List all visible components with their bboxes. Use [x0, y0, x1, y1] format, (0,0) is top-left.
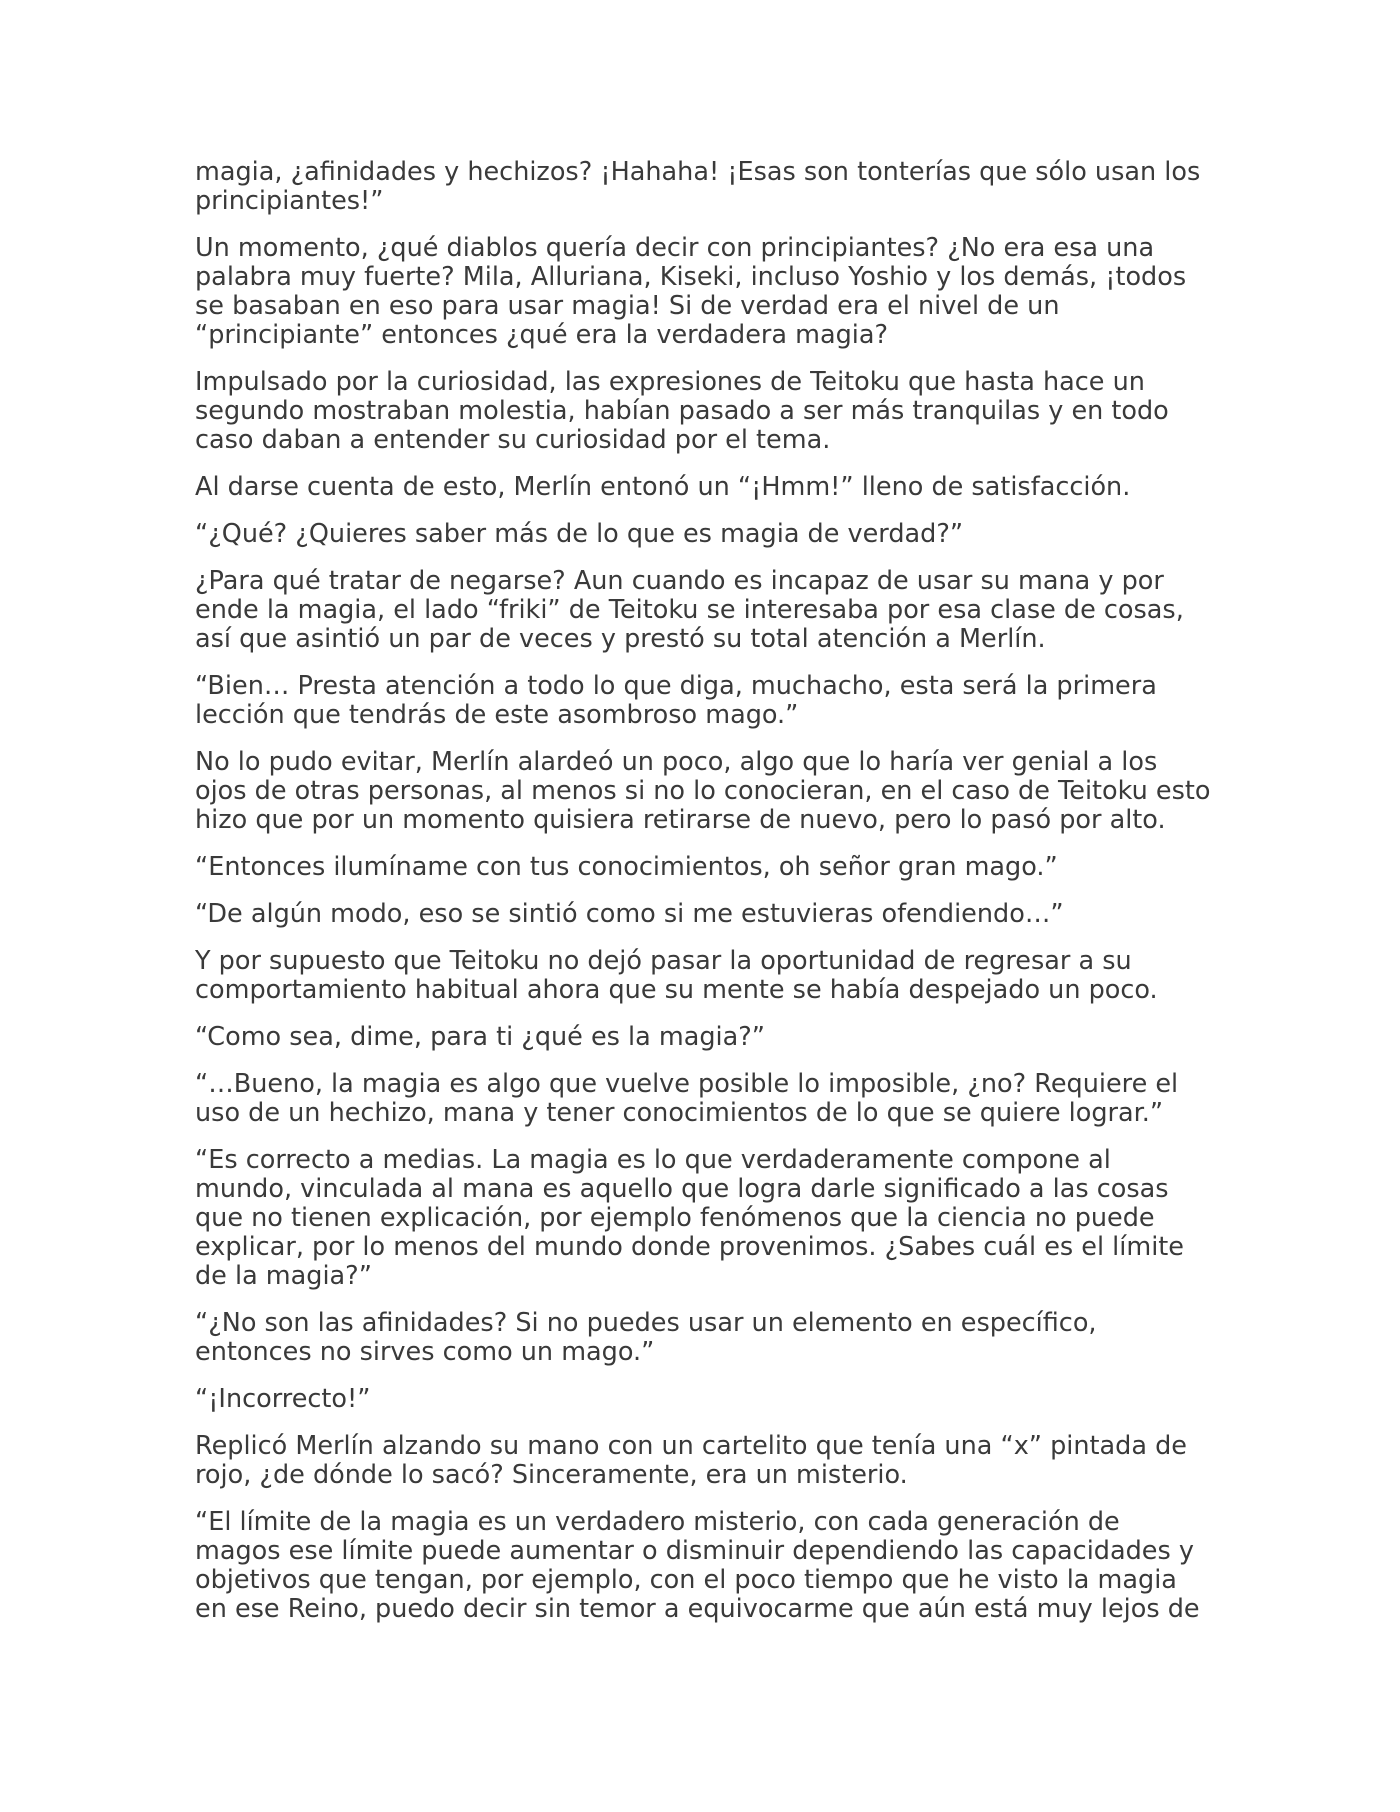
paragraph: Y por supuesto que Teitoku no dejó pasar la oportunidad de regresar a su comportamiento habitual ahora que su mente se había despejado un poco.	[195, 946, 1158, 1005]
paragraph: “¿No son las afinidades? Si no puedes usar un elemento en específico, entonces no sirves como un mago.”	[195, 1308, 1097, 1367]
paragraph: “Bien… Presta atención a todo lo que diga, muchacho, esta será la primera lección que tendrás de este asombroso mago.”	[195, 671, 1157, 730]
paragraph: “El límite de la magia es un verdadero misterio, con cada generación de magos ese límite puede aumentar o disminuir dependiendo las capacidades y objetivos que tengan, por ejemplo, con el poco tiempo que he visto la magia en ese Reino, puedo decir sin temor a equivocarme que aún está muy lejos de	[195, 1507, 1200, 1624]
paragraph: Un momento, ¿qué diablos quería decir con principiantes? ¿No era esa una palabra muy fuerte? Mila, Alluriana, Kiseki, incluso Yoshio y los demás, ¡todos se basaban en eso para usar magia! Si de verdad era el nivel de un “principiante” entonces ¿qué era la verdadera magia?	[195, 233, 1187, 350]
paragraph: “¡Incorrecto!”	[195, 1384, 371, 1414]
paragraph: Replicó Merlín alzando su mano con un cartelito que tenía una “x” pintada de rojo, ¿de dónde lo sacó? Sinceramente, era un misterio.	[195, 1431, 1187, 1490]
paragraph: Al darse cuenta de esto, Merlín entonó un “¡Hmm!” lleno de satisfacción.	[195, 472, 1131, 502]
body-text	[195, 158, 1213, 1642]
paragraph: “De algún modo, eso se sintió como si me estuvieras ofendiendo…”	[195, 899, 1064, 929]
paragraph: Impulsado por la curiosidad, las expresiones de Teitoku que hasta hace un segundo mostraban molestia, habían pasado a ser más tranquilas y en todo caso daban a entender su curiosidad por el tema.	[195, 367, 1169, 455]
paragraph: magia, ¿afinidades y hechizos? ¡Hahaha! ¡Esas son tonterías que sólo usan los principiantes!”	[195, 157, 1201, 216]
paragraph: ¿Para qué tratar de negarse? Aun cuando es incapaz de usar su mana y por ende la magia, el lado “friki” de Teitoku se interesaba por esa clase de cosas, así que asintió un par de veces y prestó su total atención a Merlín.	[195, 566, 1184, 654]
paragraph: No lo pudo evitar, Merlín alardeó un poco, algo que lo haría ver genial a los ojos de otras personas, al menos si no lo conocieran, en el caso de Teitoku esto hizo que por un momento quisiera retirarse de nuevo, pero lo pasó por alto.	[195, 747, 1211, 835]
paragraph: “Entonces ilumíname con tus conocimientos, oh señor gran mago.”	[195, 852, 1058, 882]
paragraph: “Como sea, dime, para ti ¿qué es la magia?”	[195, 1022, 765, 1052]
paragraph: “…Bueno, la magia es algo que vuelve posible lo imposible, ¿no? Requiere el uso de un hechizo, mana y tener conocimientos de lo que se quiere lograr.”	[195, 1069, 1179, 1128]
paragraph: “Es correcto a medias. La magia es lo que verdaderamente compone al mundo, vinculada al mana es aquello que logra darle significado a las cosas que no tienen explicación, por ejemplo fenómenos que la ciencia no puede explicar, por lo menos del mundo donde provenimos. ¿Sabes cuál es el límite de la magia?”	[195, 1145, 1184, 1291]
paragraph: “¿Qué? ¿Quieres saber más de lo que es magia de verdad?”	[195, 519, 964, 549]
